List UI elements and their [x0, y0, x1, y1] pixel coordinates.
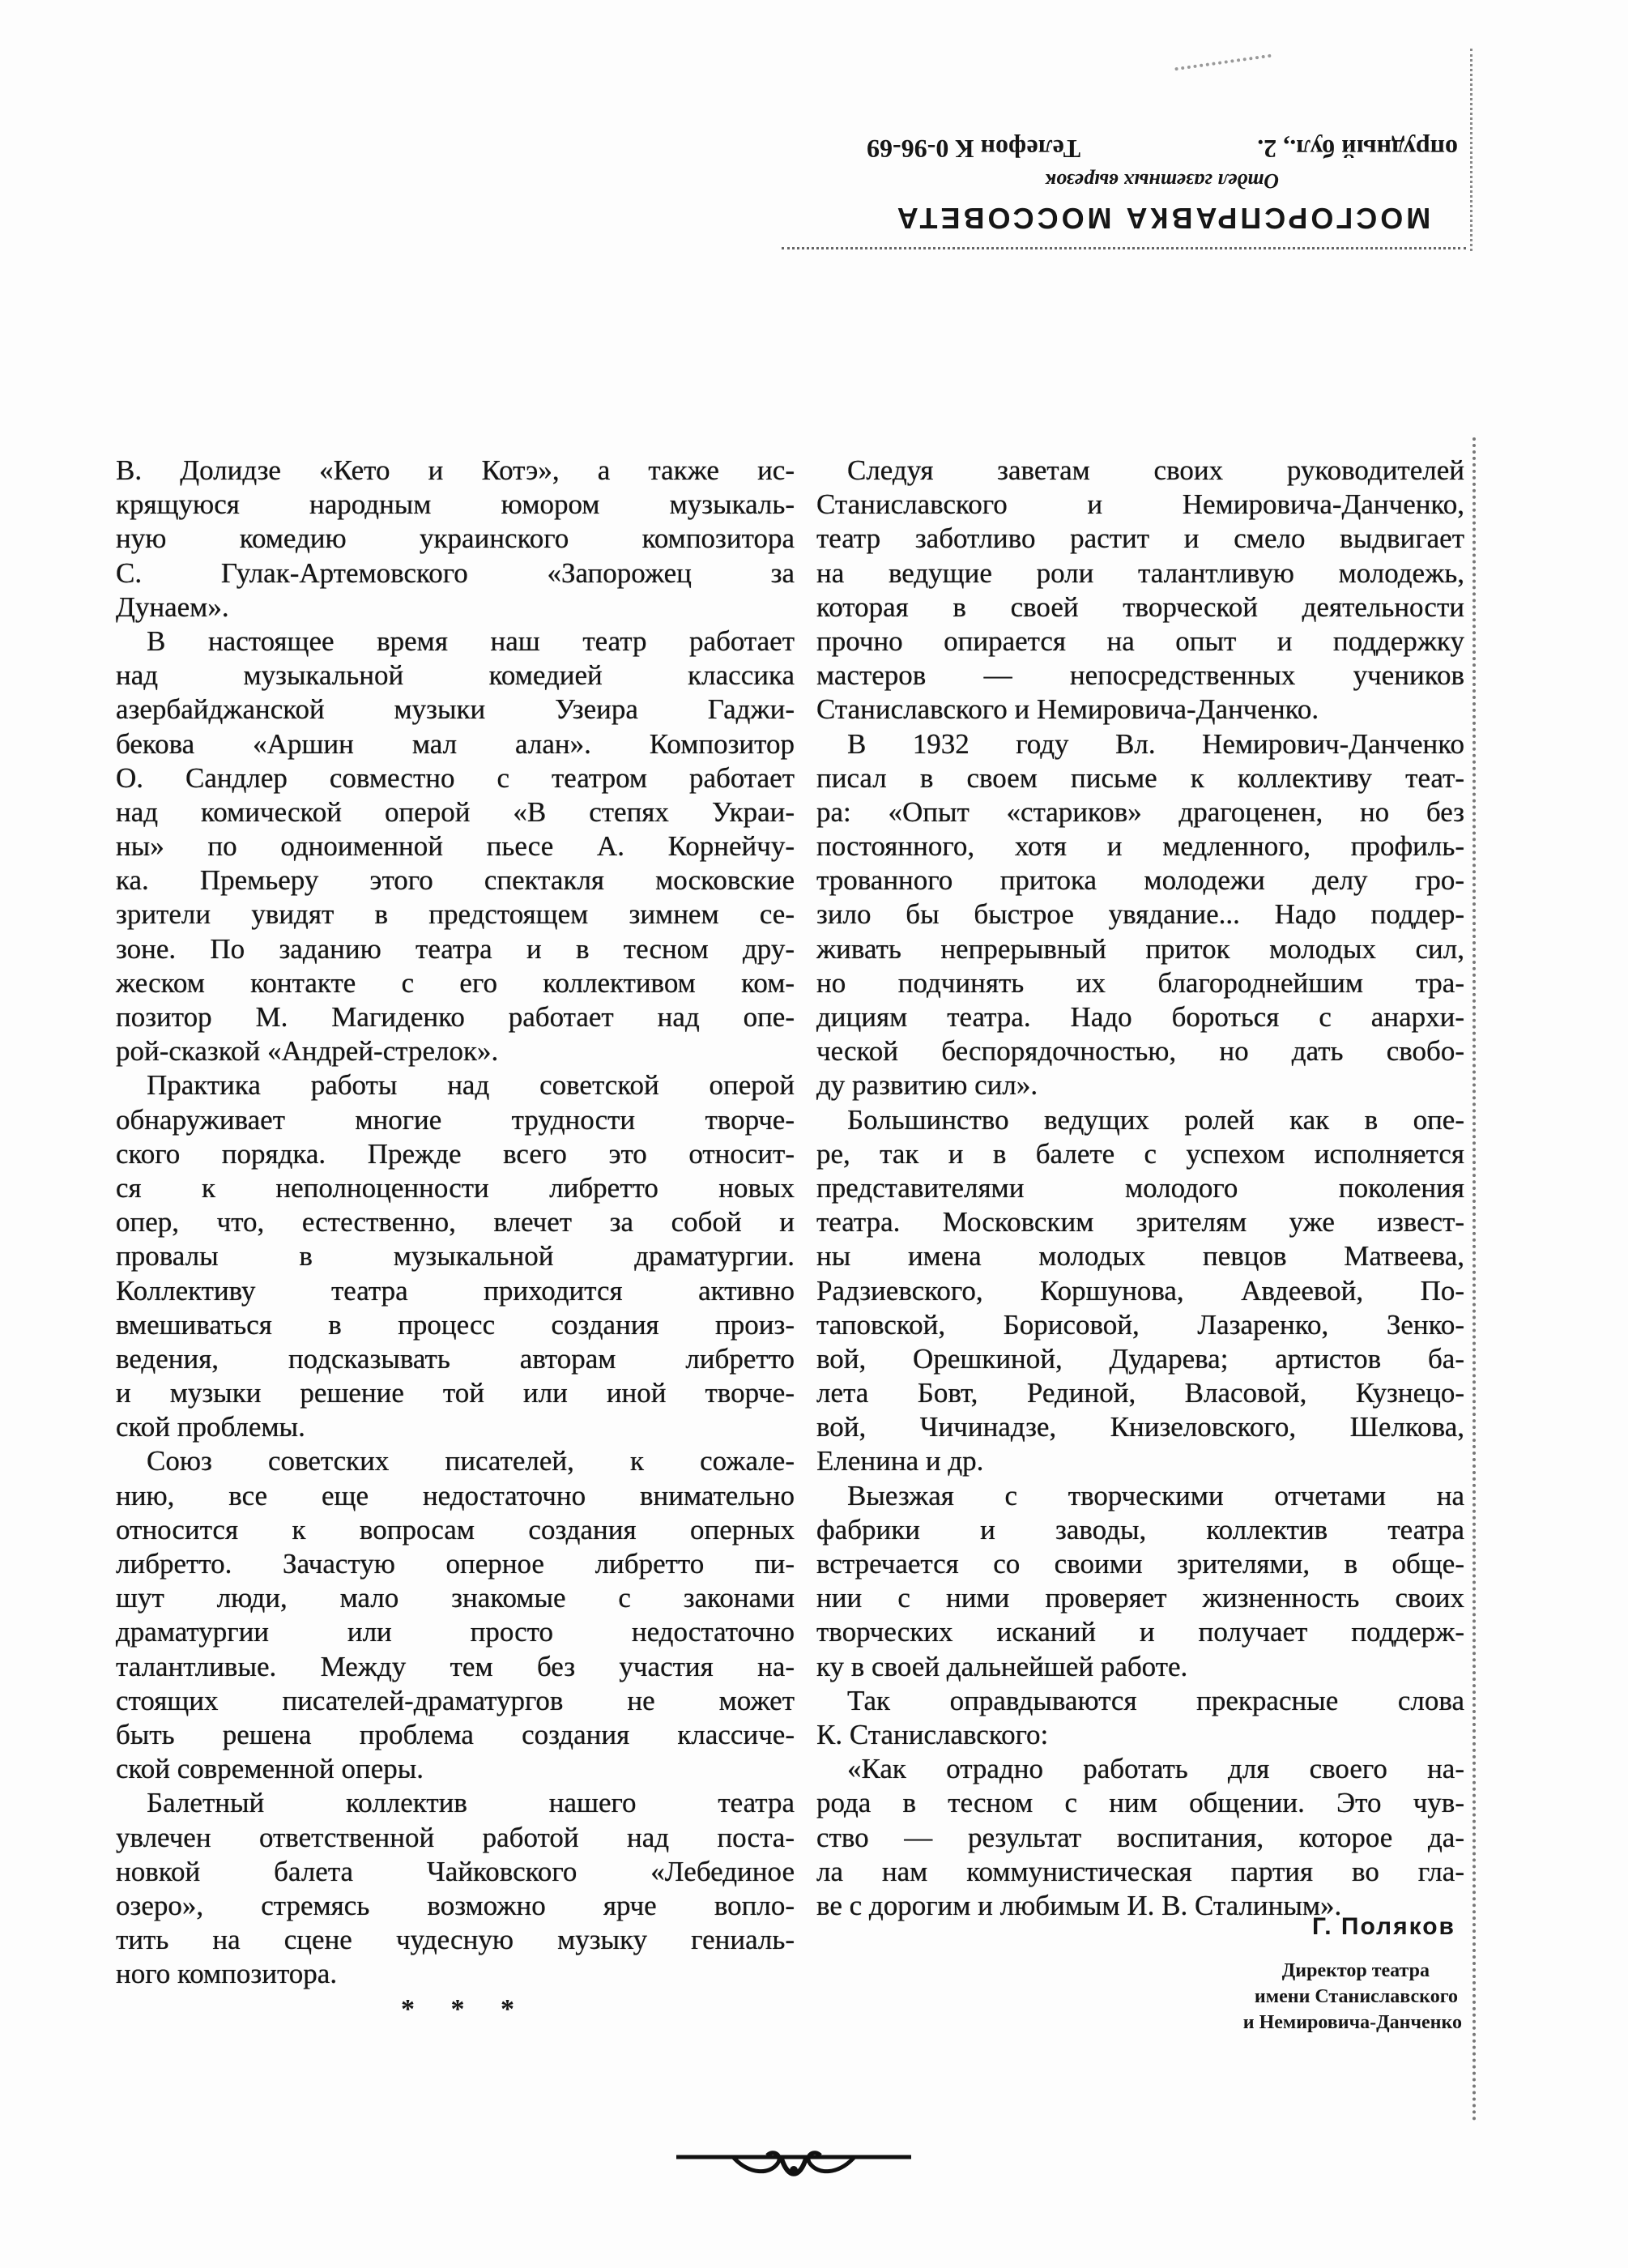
text-line: таповской, Борисовой, Лазаренко, Зенко- — [816, 1308, 1464, 1341]
text-line: тить на сцене чудесную музыку гениаль- — [116, 1924, 795, 1956]
text-line: ве с дорогим и любимым И. В. Сталиным». — [816, 1889, 1342, 1921]
text-line: ческой беспорядочностью, но дать свобо- — [816, 1035, 1464, 1068]
stamp-address: опрудный бул., 2. — [1257, 134, 1458, 164]
text-line: ской современной оперы. — [116, 1753, 424, 1785]
text-line: обнаруживает многие трудности творче- — [116, 1103, 795, 1136]
text-line: «Как отрадно работать для своего на- — [847, 1753, 1464, 1785]
text-line: Радзиевского, Коршунова, Авдеевой, По- — [816, 1274, 1464, 1307]
text-line: дициям театра. Надо бороться с анархи- — [816, 1001, 1464, 1033]
article-paragraph — [116, 1786, 795, 1991]
text-line: позитор М. Магиденко работает над опе- — [116, 1001, 795, 1033]
text-line: В настоящее время наш театр работает — [147, 625, 795, 657]
text-line: фабрики и заводы, коллектив театра — [816, 1513, 1464, 1545]
text-line: творческих исканий и получает поддерж- — [816, 1616, 1464, 1648]
text-line: представителями молодого поколения — [816, 1171, 1464, 1204]
text-line: над музыкальной комедией классика — [116, 659, 795, 692]
text-line: озеро», стремясь возможно ярче вопло- — [116, 1889, 795, 1921]
text-line: рой-сказкой «Андрей-стрелок». — [116, 1035, 499, 1068]
text-line: ство — результат воспитания, которое да- — [816, 1821, 1464, 1853]
article-paragraph — [116, 454, 795, 625]
text-line: ку в своей дальнейшей работе. — [816, 1650, 1188, 1682]
text-line: зило бы быстрое увядание... Надо поддер- — [816, 898, 1464, 931]
text-line: зоне. По заданию театра и в тесном дру- — [116, 932, 795, 965]
text-line: и музыки решение той или иной творче- — [116, 1377, 795, 1409]
stamp-divider — [782, 247, 1466, 249]
article-paragraph — [816, 727, 1464, 1103]
text-line: Так оправдываются прекрасные слова — [847, 1684, 1464, 1716]
text-line: Практика работы над советской оперой — [147, 1069, 795, 1102]
text-line: В. Долидзе «Кето и Котэ», а также ис- — [116, 454, 795, 486]
text-line: ную комедию украинского композитора — [116, 522, 795, 555]
text-line: драматургии или просто недостаточно — [116, 1616, 795, 1648]
text-line: ны имена молодых певцов Матвеева, — [816, 1240, 1464, 1273]
text-line: Коллективу театра приходится активно — [116, 1274, 795, 1307]
text-line: театр заботливо растит и смело выдвигает — [816, 522, 1464, 555]
text-line: относится к вопросам создания оперных — [116, 1513, 795, 1545]
text-line: вой, Орешкиной, Дударева; артистов ба- — [816, 1342, 1464, 1375]
article-paragraph — [116, 1444, 795, 1786]
text-line: нию, все еще недостаточно внимательно — [116, 1479, 795, 1511]
text-line: шут люди, мало знакомые с законами — [116, 1582, 795, 1614]
stamp-contact — [859, 134, 1466, 164]
text-line: Еленина и др. — [816, 1445, 984, 1477]
text-line: Следуя заветам своих руководителей — [847, 454, 1464, 486]
text-line: стоящих писателей-драматургов не может — [116, 1684, 795, 1716]
text-line: О. Сандлер совместно с театром работает — [116, 761, 795, 794]
text-line: ра: «Опыт «стариков» драгоценен, но без — [816, 795, 1464, 828]
article-paragraph — [116, 1068, 795, 1444]
text-line: В 1932 году Вл. Немирович-Данченко — [847, 727, 1464, 760]
article-paragraph — [816, 1479, 1464, 1684]
text-line: ны» по одноименной пьесе А. Корнейчу- — [116, 830, 795, 863]
text-line: на ведущие роли талантливую молодежь, — [816, 556, 1464, 589]
text-line: Станиславского и Немировича-Данченко. — [816, 693, 1319, 726]
text-line: ре, так и в балете с успехом исполняется — [816, 1137, 1464, 1170]
article-paragraph — [816, 1752, 1464, 1923]
article-paragraph — [816, 1684, 1464, 1752]
author-title-line: и Немировича-Данченко — [1242, 2012, 1462, 2033]
text-line: Большинство ведущих ролей как в опе- — [847, 1103, 1464, 1136]
text-line: ского порядка. Прежде всего это относит- — [116, 1137, 795, 1170]
text-line: нии с ними проверяет жизненность своих — [816, 1582, 1464, 1614]
text-line: писал в своем письме к коллективу теат- — [816, 761, 1464, 794]
text-line: ду развитию сил». — [816, 1069, 1038, 1102]
pen-mark — [1174, 54, 1271, 71]
text-line: трованного притока молодежи делу гро- — [816, 864, 1464, 897]
text-line: ся к неполноценности либретто новых — [116, 1171, 795, 1204]
text-line: ведения, подсказывать авторам либретто — [116, 1342, 795, 1375]
author-title-line: имени Станиславского — [1254, 1986, 1458, 2007]
text-line: зрители увидят в предстоящем зимнем се- — [116, 898, 795, 931]
text-line: новкой балета Чайковского «Лебединое — [116, 1855, 795, 1887]
article-paragraph — [816, 454, 1464, 727]
text-line: С. Гулак-Артемовского «Запорожец за — [116, 556, 795, 589]
text-line: встречается со своими зрителями, в обще- — [816, 1548, 1464, 1580]
text-line: ской проблемы. — [116, 1411, 305, 1443]
stamp-title: МОСГОРСПРАВКА МОССОВЕТА — [893, 202, 1431, 235]
clipping-edge — [1470, 49, 1472, 251]
text-line: провалы в музыкальной драматургии. — [116, 1240, 795, 1273]
stamp-phone: Телефон К 0-96-69 — [867, 134, 1080, 164]
text-line: либретто. Зачастую оперное либретто пи- — [116, 1548, 795, 1580]
text-line: ного композитора. — [116, 1958, 338, 1990]
author-name: Г. Поляков — [1311, 1913, 1455, 1940]
text-line: мастеров — непосредственных учеников — [816, 659, 1464, 692]
text-line: азербайджанской музыки Узеира Гаджи- — [116, 693, 795, 726]
text-line: прочно опирается на опыт и поддержку — [816, 625, 1464, 657]
text-line: талантливые. Между тем без участия на- — [116, 1650, 795, 1682]
stamp-department: Отдел газетных вырезок — [1045, 169, 1280, 193]
text-line: театра. Московским зрителям уже извест- — [816, 1206, 1464, 1238]
ornament-divider — [676, 2134, 911, 2183]
text-line: рода в тесном с ним общении. Это чув- — [816, 1787, 1464, 1819]
text-line: Балетный коллектив нашего театра — [147, 1787, 795, 1819]
article-paragraph — [116, 625, 795, 1068]
clipping-right-edge — [1472, 437, 1476, 2122]
clipping-stamp — [859, 105, 1466, 235]
text-line: над комической оперой «В степях Украи- — [116, 795, 795, 828]
article-right-column — [816, 454, 1464, 1923]
text-line: Выезжая с творческими отчетами на — [847, 1479, 1464, 1511]
text-line: увлечен ответственной работой над поста- — [116, 1821, 795, 1853]
section-separator: * * * — [401, 1994, 529, 2024]
text-line: быть решена проблема создания классиче- — [116, 1718, 795, 1750]
article-left-column — [116, 454, 795, 1991]
text-line: опер, что, естественно, влечет за собой и — [116, 1206, 795, 1238]
text-line: Дунаем». — [116, 590, 229, 623]
text-line: которая в своей творческой деятельности — [816, 590, 1464, 623]
text-line: живать непрерывный приток молодых сил, — [816, 932, 1464, 965]
text-line: Союз советских писателей, к сожале- — [147, 1445, 795, 1477]
article-paragraph — [816, 1103, 1464, 1479]
text-line: постоянного, хотя и медленного, профиль- — [816, 830, 1464, 863]
text-line: К. Станиславского: — [816, 1718, 1049, 1750]
text-line: лета Бовт, Рединой, Власовой, Кузнецо- — [816, 1377, 1464, 1409]
text-line: но подчинять их благороднейшим тра- — [816, 966, 1464, 999]
author-title-line: Директор театра — [1281, 1960, 1430, 1981]
text-line: крящуюся народным юмором музыкаль- — [116, 488, 795, 521]
text-line: вмешиваться в процесс создания произ- — [116, 1308, 795, 1341]
text-line: бекова «Аршин мал алан». Композитор — [116, 727, 795, 760]
text-line: Станиславского и Немировича-Данченко, — [816, 488, 1464, 521]
text-line: ка. Премьеру этого спектакля московские — [116, 864, 795, 897]
text-line: ла нам коммунистическая партия во гла- — [816, 1855, 1464, 1887]
text-line: жеском контакте с его коллективом ком- — [116, 966, 795, 999]
text-line: вой, Чичинадзе, Книзеловского, Шелкова, — [816, 1411, 1464, 1443]
